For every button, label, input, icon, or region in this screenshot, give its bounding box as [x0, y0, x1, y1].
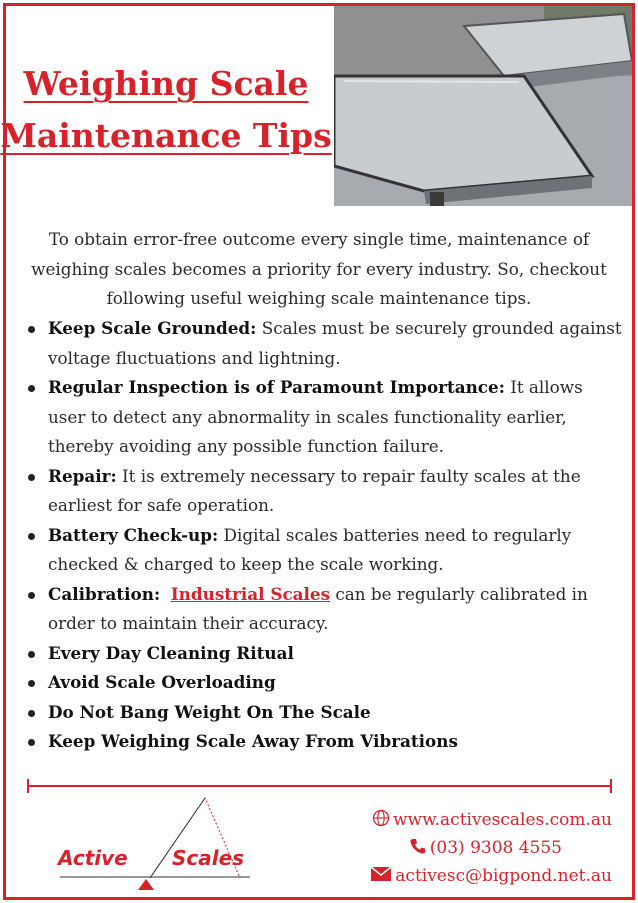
- bullet-icon: [28, 680, 35, 687]
- tip-heading: Repair:: [48, 465, 117, 486]
- globe-icon: [372, 809, 390, 832]
- tip-text: can be regularly calibrated in order to maintain their accuracy.: [48, 583, 588, 633]
- bullet-icon: [28, 651, 35, 658]
- bullet-icon: [28, 326, 35, 333]
- bullet-icon: [28, 592, 35, 599]
- contact-block: [312, 806, 612, 890]
- tip-heading: Keep Weighing Scale Away From Vibrations: [48, 731, 458, 751]
- footer-divider: [27, 785, 612, 787]
- list-item: [24, 521, 624, 580]
- bullet-icon: [28, 710, 35, 717]
- phone-row: [312, 834, 612, 862]
- platform-scales-illustration: [334, 6, 632, 206]
- tip-text: Digital scales batteries need to regularly checked & charged to keep the scale working.: [48, 524, 572, 574]
- tip-heading: Regular Inspection is of Paramount Importance:: [48, 377, 505, 397]
- website-row: [312, 806, 612, 834]
- list-item: [24, 639, 624, 669]
- website-link[interactable]: www.activescales.com.au: [393, 810, 612, 830]
- scale-photo: [334, 6, 632, 206]
- tips-list: [24, 314, 624, 757]
- envelope-icon: [370, 866, 392, 887]
- list-item: [24, 580, 624, 639]
- bullet-icon: [28, 474, 35, 481]
- intro-paragraph: To obtain error-free outcome every single time, maintenance of weighing scales becomes a priority for every industry. So, checkout following useful weighing scale maintenance tips.: [31, 229, 607, 308]
- tip-heading: Avoid Scale Overloading: [48, 672, 276, 692]
- tip-heading: Keep Scale Grounded:: [48, 318, 257, 338]
- list-item: [24, 462, 624, 521]
- list-item: [24, 314, 624, 373]
- page-title: [0, 58, 332, 162]
- title-line-2: Maintenance Tips: [0, 116, 332, 155]
- active-scales-logo: [50, 796, 250, 894]
- tip-text: It is extremely necessary to repair faulty scales at the earliest for safe operation.: [48, 465, 581, 515]
- title-line-1: Weighing Scale: [23, 64, 309, 103]
- bullet-icon: [28, 533, 35, 540]
- logo-word-active: Active: [58, 846, 128, 870]
- bullet-icon: [28, 739, 35, 746]
- logo-triangle-icon: [50, 796, 250, 894]
- industrial-scales-link[interactable]: Industrial Scales: [170, 583, 331, 604]
- tip-heading: Every Day Cleaning Ritual: [48, 642, 294, 663]
- list-item: [24, 373, 624, 462]
- tip-heading: Battery Check-up:: [48, 524, 219, 545]
- tip-text: It allows user to detect any abnormality in scales functionality earlier, thereby avoiding any possible function failure.: [48, 377, 583, 456]
- list-item: [24, 698, 624, 728]
- bullet-icon: [28, 385, 35, 392]
- email-row: [312, 862, 612, 890]
- tip-text: Scales must be securely grounded against voltage fluctuations and lightning.: [48, 318, 622, 368]
- list-item: [24, 727, 624, 757]
- phone-icon: [409, 837, 427, 860]
- tip-heading: Do Not Bang Weight On The Scale: [48, 701, 371, 722]
- list-item: [24, 668, 624, 698]
- phone-link[interactable]: (03) 9308 4555: [429, 838, 562, 858]
- tip-heading: Calibration:: [48, 583, 161, 604]
- logo-word-scales: Scales: [172, 846, 245, 870]
- email-link[interactable]: activesc@bigpond.net.au: [395, 866, 612, 886]
